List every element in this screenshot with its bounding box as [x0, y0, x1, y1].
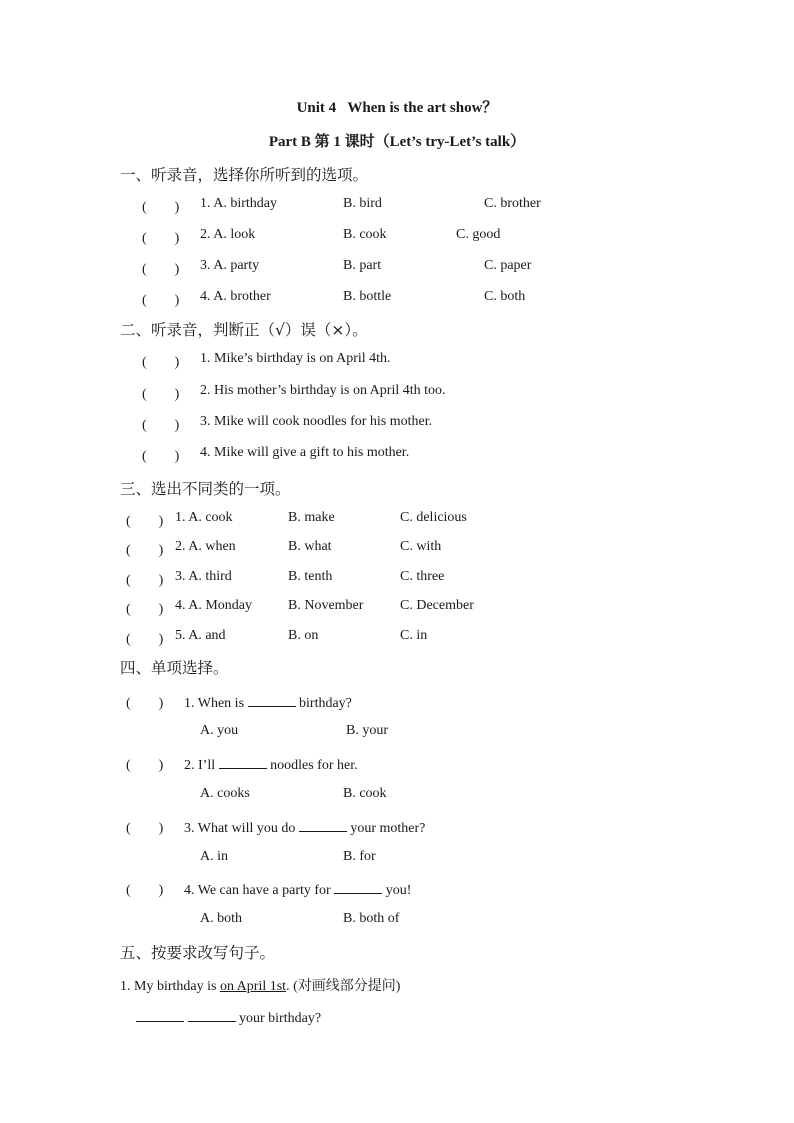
s2-item-4: ( ) 4. Mike will give a gift to his mother.	[142, 445, 410, 464]
s1-item-2: ( ) 2. A. look B. cook C. good	[142, 227, 501, 246]
section-5-heading: 五、按要求改写句子。	[120, 944, 276, 962]
s4-item-4: ( ) 4. We can have a party for you!	[0, 879, 794, 899]
s2-item-3: ( ) 3. Mike will cook noodles for his mother.	[142, 414, 433, 433]
fill-blank[interactable]	[188, 1007, 236, 1022]
section-2-heading: 二、听录音，判断正（√）误（×）。	[120, 321, 368, 339]
s4-item-2: ( ) 2. I’ll noodles for her.	[0, 754, 794, 774]
page-title: Unit 4 When is the art show？	[296, 100, 498, 116]
s3-item-5: ( ) 5. A. and B. on C. in	[126, 628, 428, 647]
fill-blank[interactable]	[334, 879, 382, 894]
s4-item-3-options: A. in B. for	[200, 849, 376, 864]
s4-item-1-options: A. you B. your	[200, 723, 388, 738]
fill-blank[interactable]	[219, 754, 267, 769]
s4-item-3: ( ) 3. What will you do your mother?	[0, 817, 794, 837]
answer-paren[interactable]: ( )	[126, 632, 164, 647]
answer-paren[interactable]: ( )	[142, 293, 180, 308]
s2-item-2: ( ) 2. His mother’s birthday is on April 4th too.	[142, 383, 446, 402]
answer-paren[interactable]: ( )	[142, 449, 180, 464]
answer-paren[interactable]: ( )	[126, 514, 164, 529]
s1-item-3: ( ) 3. A. party B. part C. paper	[142, 258, 532, 277]
fill-blank[interactable]	[248, 692, 296, 707]
answer-paren[interactable]: ( )	[126, 821, 164, 836]
answer-paren[interactable]: ( )	[126, 602, 164, 617]
s5-answer-1: your birthday?	[136, 1007, 321, 1027]
s1-item-4: ( ) 4. A. brother B. bottle C. both	[142, 289, 526, 308]
underlined-part: on April 1st	[219, 979, 287, 994]
section-3-heading: 三、选出不同类的一项。	[120, 480, 291, 498]
answer-paren[interactable]: ( )	[126, 573, 164, 588]
s4-item-2-options: A. cooks B. cook	[200, 786, 387, 801]
s4-item-1: ( ) 1. When is birthday?	[0, 692, 794, 712]
answer-paren[interactable]: ( )	[142, 387, 180, 402]
answer-paren[interactable]: ( )	[142, 262, 180, 277]
answer-paren[interactable]: ( )	[126, 758, 164, 773]
page-subtitle: Part B 第 1 课时（Let’s try-Let’s talk）	[268, 134, 526, 150]
answer-paren[interactable]: ( )	[126, 696, 164, 711]
s4-item-4-options: A. both B. both of	[200, 911, 400, 926]
answer-paren[interactable]: ( )	[142, 231, 180, 246]
s5-question-1: 1. My birthday is on April 1st. (对画线部分提问)	[120, 979, 401, 994]
s1-item-1: ( ) 1. A. birthday B. bird C. brother	[142, 196, 541, 215]
fill-blank[interactable]	[136, 1007, 184, 1022]
s2-item-1: ( ) 1. Mike’s birthday is on April 4th.	[142, 351, 391, 370]
fill-blank[interactable]	[299, 817, 347, 832]
section-1-heading: 一、听录音，选择你所听到的选项。	[120, 166, 369, 184]
answer-paren[interactable]: ( )	[142, 355, 180, 370]
answer-paren[interactable]: ( )	[126, 883, 164, 898]
answer-paren[interactable]: ( )	[126, 543, 164, 558]
s3-item-2: ( ) 2. A. when B. what C. with	[126, 539, 442, 558]
s3-item-4: ( ) 4. A. Monday B. November C. December	[126, 598, 474, 617]
answer-paren[interactable]: ( )	[142, 200, 180, 215]
s3-item-1: ( ) 1. A. cook B. make C. delicious	[126, 510, 467, 529]
answer-paren[interactable]: ( )	[142, 418, 180, 433]
s3-item-3: ( ) 3. A. third B. tenth C. three	[126, 569, 445, 588]
section-4-heading: 四、单项选择。	[120, 659, 229, 677]
